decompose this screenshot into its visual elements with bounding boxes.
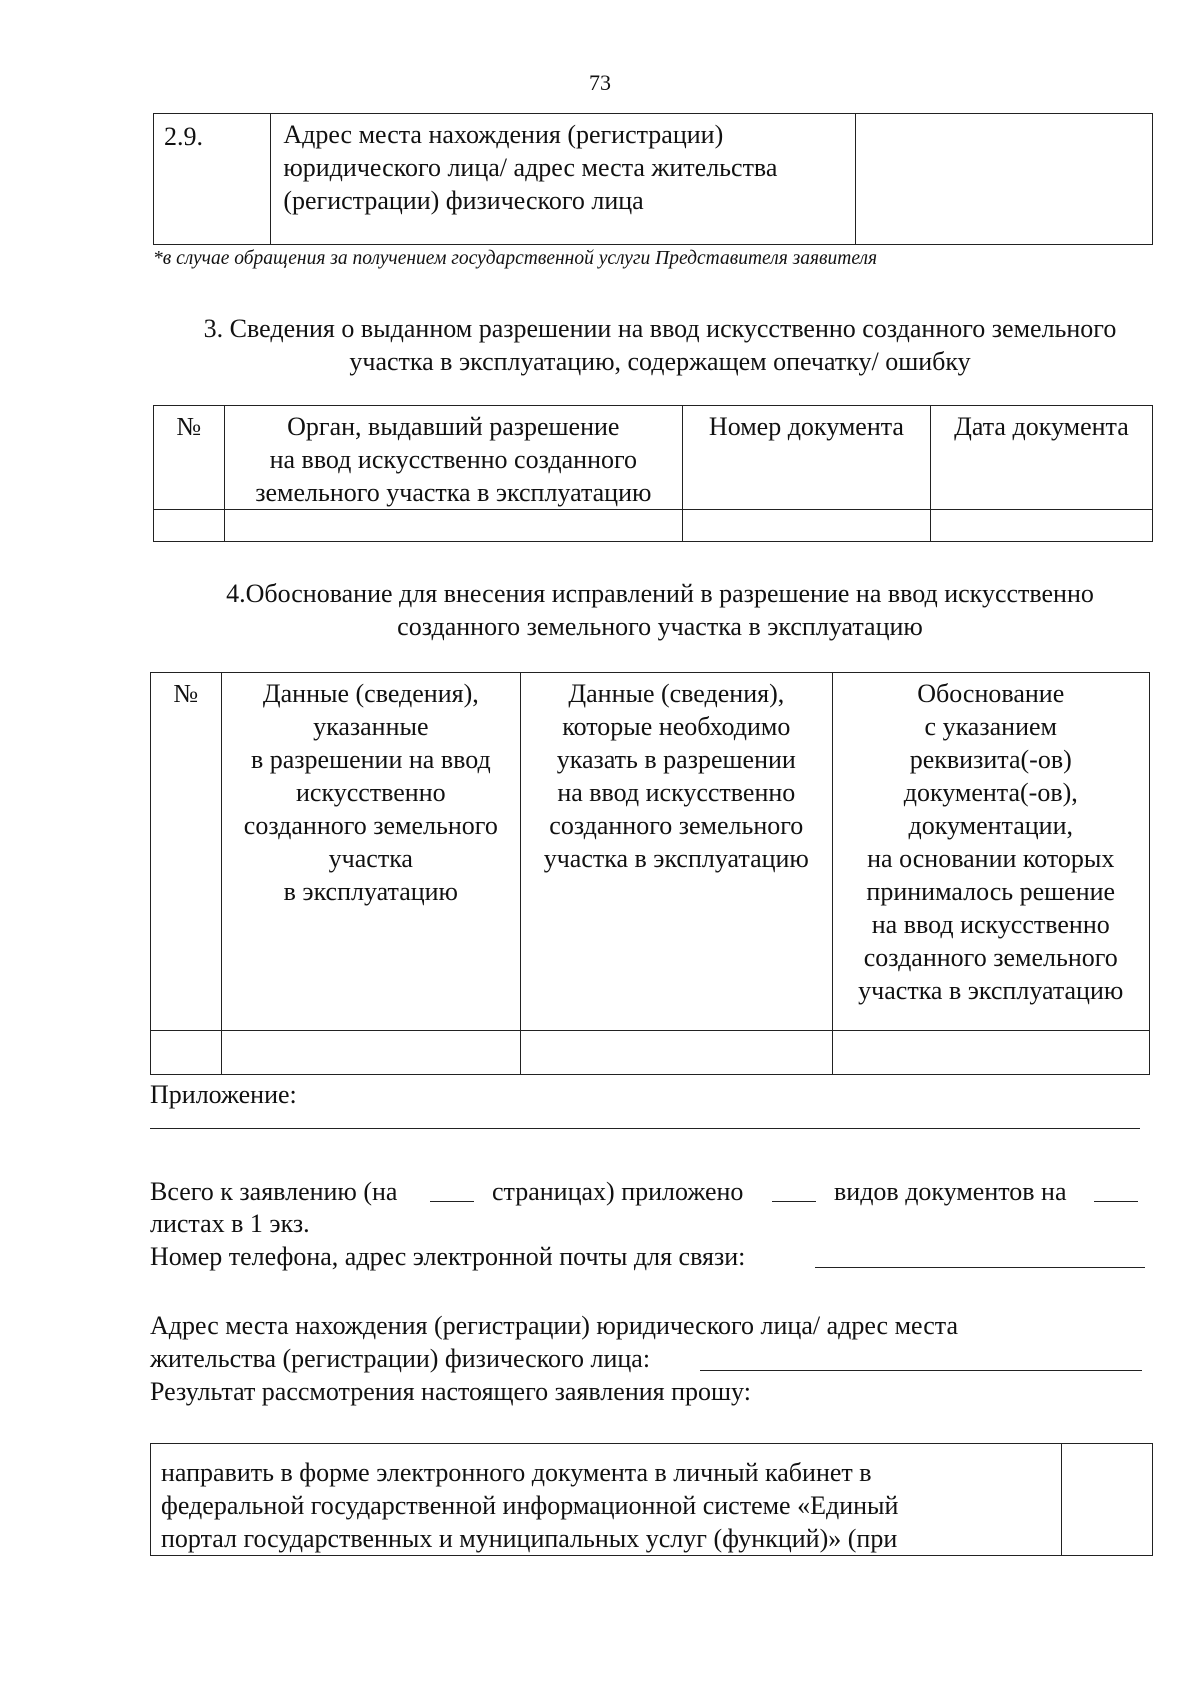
address-value-field[interactable] [855, 114, 1152, 245]
result-options-table [150, 1443, 1153, 1556]
cell-justification[interactable] [832, 1031, 1149, 1075]
applicant-address-table [153, 113, 1153, 245]
doc-types-count-blank[interactable] [772, 1201, 816, 1202]
section-4-heading: 4.Обоснование для внесения исправлений в разрешение на ввод искусственно созданного земельного участка в эксплуатацию [226, 579, 1094, 641]
section-3-heading: 3. Сведения о выданном разрешении на ввод искусственно созданного земельного участка в эксплуатацию, содержащем опечатку/ ошибку [203, 314, 1117, 376]
contact-label: Номер телефона, адрес электронной почты для связи: [150, 1242, 746, 1271]
footnote: *в случае обращения за получением государственной услуги Представителя заявителя [153, 248, 878, 269]
address-input-line[interactable] [700, 1370, 1142, 1371]
result-option-checkbox[interactable] [1061, 1444, 1152, 1556]
col-stated-data-header: Данные (сведения), указанные в разрешении на ввод искусственно созданного земельного участка в эксплуатацию [221, 673, 521, 1031]
col-num-header: № [151, 673, 222, 1031]
cell-doc-number[interactable] [683, 510, 931, 542]
total-part2: страницах) приложено [492, 1177, 744, 1206]
result-option-text: направить в форме электронного документа в личный кабинет в федеральной государственной информационной системе «Единый портал государственных и муниципальных услуг (функций)» (при [151, 1444, 1062, 1556]
pages-count-blank[interactable] [430, 1201, 474, 1202]
col-justification-header: Обоснование с указанием реквизита(-ов) документа(-ов), документации, на основании которых принималось решение на ввод искусственно созданного земельного участка в эксплуатацию [832, 673, 1149, 1031]
address-line-2: жительства (регистрации) физического лица: [150, 1344, 651, 1373]
cell-authority[interactable] [224, 510, 682, 542]
col-required-data-header: Данные (сведения), которые необходимо указать в разрешении на ввод искусственно созданного земельного участка в эксплуатацию [521, 673, 832, 1031]
row-number: 2.9. [154, 114, 271, 245]
total-part4: листах в 1 экз. [150, 1209, 310, 1238]
col-num-header: № [154, 406, 225, 510]
contact-input-line[interactable] [815, 1267, 1145, 1268]
page-number: 73 [589, 70, 611, 95]
address-line-1: Адрес места нахождения (регистрации) юридического лица/ адрес места [150, 1311, 958, 1340]
sheets-count-blank[interactable] [1094, 1201, 1138, 1202]
cell-num[interactable] [151, 1031, 222, 1075]
table-row [154, 510, 1153, 542]
cell-doc-date[interactable] [930, 510, 1152, 542]
address-label: Адрес места нахождения (регистрации) юридического лица/ адрес места жительства (регистрации) физического лица [271, 114, 855, 245]
cell-num[interactable] [154, 510, 225, 542]
attachment-input-line[interactable] [150, 1128, 1140, 1129]
col-doc-date-header: Дата документа [930, 406, 1152, 510]
result-label: Результат рассмотрения настоящего заявления прошу: [150, 1377, 751, 1406]
permit-details-table [153, 405, 1153, 542]
total-part1: Всего к заявлению (на [150, 1177, 398, 1206]
col-doc-number-header: Номер документа [683, 406, 931, 510]
cell-required-data[interactable] [521, 1031, 832, 1075]
table-row [151, 1031, 1150, 1075]
attachment-label: Приложение: [150, 1080, 297, 1109]
correction-justification-table [150, 672, 1150, 1075]
cell-stated-data[interactable] [221, 1031, 521, 1075]
col-authority-header: Орган, выдавший разрешение на ввод искусственно созданного земельного участка в эксплуатацию [224, 406, 682, 510]
total-part3: видов документов на [834, 1177, 1067, 1206]
